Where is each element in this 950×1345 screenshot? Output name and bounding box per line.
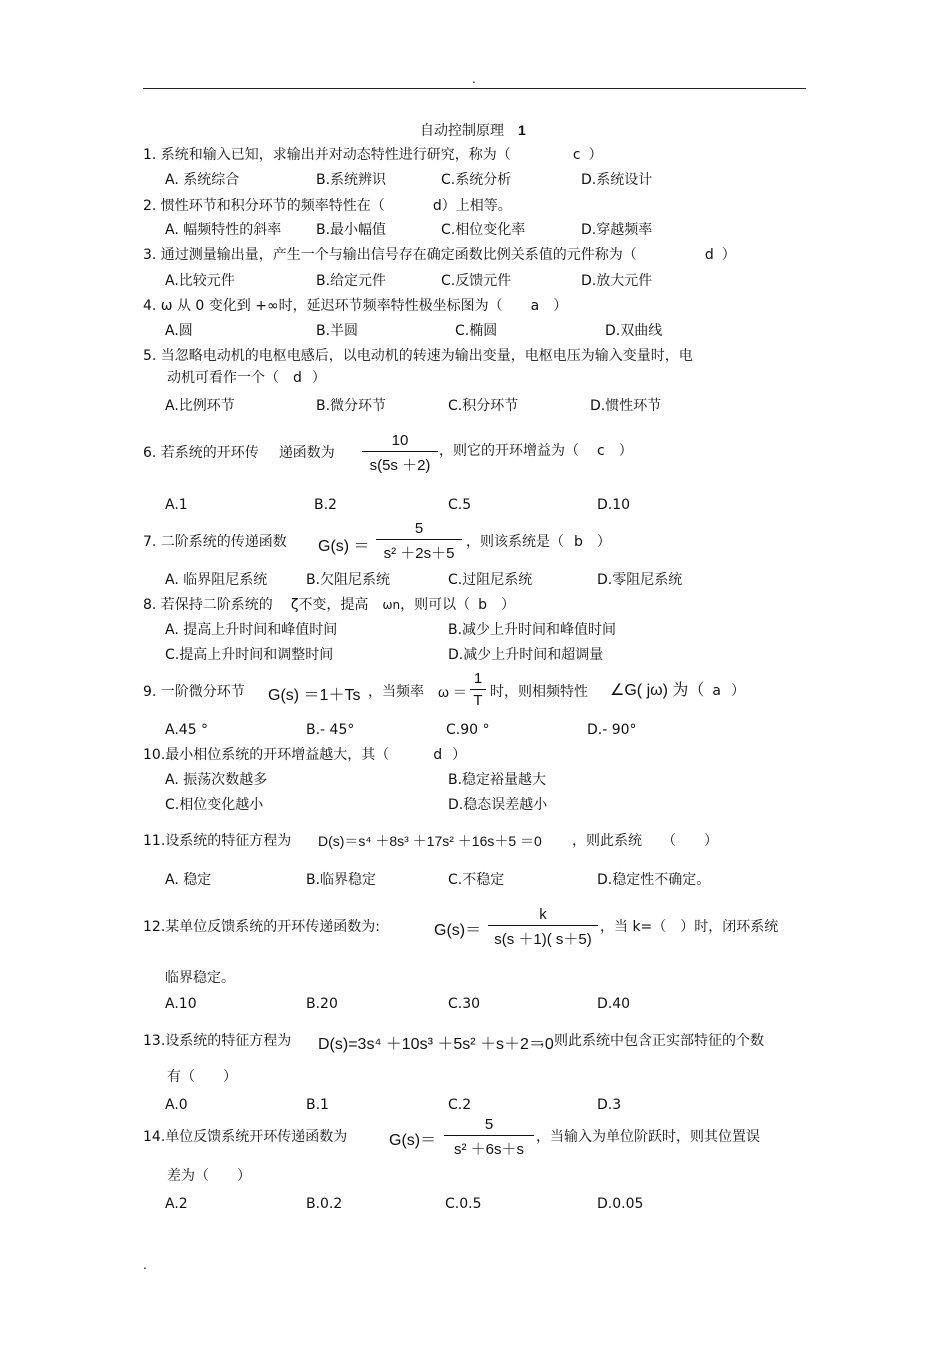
question-7: 7. 二阶系统的传递函数 [143,534,287,550]
numerator: 1 [473,670,483,687]
page-title [420,120,526,140]
denominator: T [473,692,483,709]
paren-close: ） [618,443,633,459]
paren-close: ） [721,247,736,263]
numerator: k [539,906,547,923]
q11-option-b: B.临界稳定 [306,872,377,888]
q9-fraction [470,670,486,709]
question-12: 12.某单位反馈系统的开环传递函数为: [143,919,380,935]
question-stem: 4. ω 从 0 变化到 +∞时，延迟环节频率特性极坐标图为（ [143,298,503,314]
answer: d）上相等。 [432,198,512,214]
paren-close: ） [553,298,568,314]
question-2 [143,197,512,215]
question-14-tail: ，当输入为单位阶跃时，则其位置误 [536,1129,760,1145]
q2-option-a: A. 幅频特性的斜率 [165,222,282,238]
question-9-tail: 时，则相频特性 [490,684,588,700]
q9-option-c: C.90 ° [446,722,490,738]
q7-option-c: C.过阻尼系统 [448,572,533,588]
q4-option-c: C.椭圆 [455,323,498,339]
question-5-line2 [167,369,326,387]
question-14: 14.单位反馈系统开环传递函数为 [143,1129,348,1145]
q6-option-b: B.2 [314,497,337,513]
q1-option-c: C.系统分析 [441,172,512,188]
denominator: s² ＋2s＋5 [383,545,455,562]
answer-blank: （ ） [662,833,718,849]
numerator: 5 [414,520,424,537]
q5-option-d: D.惯性环节 [590,398,662,414]
phase-expression: ∠G( jω) 为（ [610,682,705,699]
q12-fraction [488,906,598,949]
q10-option-a: A. 振荡次数越多 [165,772,268,788]
q6-option-d: D.10 [597,497,631,513]
q11-expression: D(s)＝s⁴ ＋8s³ ＋17s² ＋16s＋5 ＝0 [318,833,542,849]
q13-option-a: A.0 [165,1097,188,1113]
question-stem: 1. 系统和输入已知，求输出并对动态特性进行研究，称为（ [143,147,511,163]
q7-lhs: G(s) ＝ [318,538,370,555]
q9-option-a: A.45 ° [165,722,209,738]
q1-option-d: D.系统设计 [581,172,653,188]
question-3 [143,246,736,264]
q8-option-c: C.提高上升时间和调整时间 [165,647,334,663]
question-stem-cont: ，则该系统是（ [466,534,564,550]
q4-option-a: A.圆 [165,323,193,339]
q6-fraction [362,432,438,475]
header-dot: . [472,72,476,86]
paren-close: ） [311,370,326,386]
answer: c [572,147,581,163]
zeta-symbol: ζ [290,597,299,613]
q11-option-c: C.不稳定 [448,872,505,888]
answer: d [704,247,714,263]
question-8 [143,596,515,614]
question-stem-cont: ，则此系统 [572,833,642,849]
question-stem: 2. 惯性环节和积分环节的频率特性在（ [143,198,385,214]
question-13-tail: ，则此系统中包含正实部特征的个数 [540,1033,764,1049]
numerator: 10 [391,432,409,449]
q12-option-c: C.30 [448,996,481,1012]
q14-option-d: D.0.05 [597,1196,644,1212]
q10-option-d: D.稳态误差越小 [448,797,548,813]
q13-expression: D(s)=3s⁴ ＋10s³ ＋5s² ＋s＋2＝0 [318,1036,554,1053]
answer: c [597,443,605,459]
q11-option-d: D.稳定性不确定。 [597,872,711,888]
title-number: 1 [518,122,526,138]
title-text: 自动控制原理 [420,123,504,139]
q12-option-d: D.40 [597,996,631,1012]
q8-option-d: D.减少上升时间和超调量 [448,647,604,663]
paren-close: ） [730,683,745,699]
question-13-line2: 有（ ） [167,1069,237,1085]
q3-option-c: C.反馈元件 [441,273,512,289]
question-stem: 6. 若系统的开环传 [143,445,259,461]
q2-option-b: B.最小幅值 [316,222,387,238]
question-stem: 10.最小相位系统的开环增益越大，其（ [143,747,390,763]
q6-option-a: A.1 [165,497,188,513]
q9-expression: G(s) ＝1＋Ts [268,687,361,704]
q13-option-d: D.3 [597,1097,622,1113]
q13-option-b: B.1 [306,1097,329,1113]
q7-fraction [376,520,462,563]
q14-option-b: B.0.2 [306,1196,343,1212]
question-stem-cont: 不变，提高 [298,597,369,613]
question-13: 13.设系统的特征方程为 [143,1033,292,1049]
question-12-tail: ，当 k=（ ）时，闭环系统 [600,919,779,935]
q7-option-b: B.欠阻尼系统 [306,572,391,588]
q5-option-a: A.比例环节 [165,398,235,414]
q8-option-b: B.减少上升时间和峰值时间 [448,622,617,638]
question-stem-cont: ，则可以（ [400,597,471,613]
question-stem: 动机可看作一个（ [167,370,279,386]
header-rule [143,88,806,89]
q5-option-c: C.积分环节 [448,398,519,414]
q14-option-a: A.2 [165,1196,188,1212]
question-6-tail [439,442,633,460]
q12-option-b: B.20 [306,996,338,1012]
question-4 [143,297,567,315]
question-11: 11.设系统的特征方程为 [143,833,292,849]
q11-option-a: A. 稳定 [165,872,212,888]
q6-option-c: C.5 [448,497,472,513]
omega-n-symbol: ωn [382,598,401,612]
question-7-tail [466,533,611,551]
answer: d [293,370,302,386]
question-5: 5. 当忽略电动机的电枢电感后，以电动机的转速为输出变量，电枢电压为输入变量时，电 [143,348,693,364]
paren-close: ） [596,534,611,550]
question-stem-cont: ，则它的开环增益为（ [439,443,579,459]
answer: b [478,597,487,613]
q2-option-c: C.相位变化率 [441,222,526,238]
q14-lhs: G(s)＝ [389,1132,437,1149]
q14-option-c: C.0.5 [445,1196,482,1212]
q14-fraction [444,1116,534,1159]
question-9-mid: ，当频率 [368,684,424,700]
q7-option-a: A. 临界阻尼系统 [165,572,268,588]
q9-omega: ω ＝ [438,684,467,700]
q5-option-b: B.微分环节 [316,398,387,414]
denominator: s(s ＋1)( s＋5) [494,931,592,948]
q10-option-b: B.稳定裕量越大 [448,772,547,788]
paren-close: ） [500,597,515,613]
answer: d [433,747,443,763]
q9-option-b: B.- 45° [306,722,355,738]
denominator: s(5s ＋2) [369,457,431,474]
footer-dot: . [143,1258,147,1272]
q12-lhs: G(s)＝ [434,922,482,939]
question-10 [143,746,466,764]
question-stem: 8. 若保持二阶系统的 [143,597,273,613]
question-11-tail [572,832,718,850]
q1-option-b: B.系统辨识 [316,172,387,188]
q8-option-a: A. 提高上升时间和峰值时间 [165,622,338,638]
question-stem-cont: 递函数为 [278,445,335,461]
paren-close: ） [588,147,603,163]
question-9: 9. 一阶微分环节 [143,684,245,700]
answer: a [712,683,721,699]
q4-option-d: D.双曲线 [605,323,663,339]
q3-option-a: A.比较元件 [165,273,235,289]
q13-option-c: C.2 [448,1097,472,1113]
q4-option-b: B.半圆 [316,323,359,339]
question-stem: 3. 通过测量输出量，产生一个与输出信号存在确定函数比例关系值的元件称为（ [143,247,637,263]
q9-option-d: D.- 90° [587,722,637,738]
q3-option-b: B.给定元件 [316,273,387,289]
q7-option-d: D.零阻尼系统 [597,572,683,588]
q10-option-c: C.相位变化越小 [165,797,264,813]
answer: a [530,298,540,314]
question-1 [143,146,603,164]
question-14-line2: 差为（ ） [167,1168,251,1184]
paren-close: ） [452,747,467,763]
question-9-phase [610,682,745,700]
question-6 [143,444,335,462]
numerator: 5 [484,1116,494,1133]
q1-option-a: A. 系统综合 [165,172,240,188]
question-12-line2: 临界稳定。 [165,970,235,986]
denominator: s² ＋6s＋s [453,1141,524,1158]
q12-option-a: A.10 [165,996,197,1012]
q2-option-d: D.穿越频率 [581,222,653,238]
answer: b [574,534,583,550]
q3-option-d: D.放大元件 [581,273,653,289]
